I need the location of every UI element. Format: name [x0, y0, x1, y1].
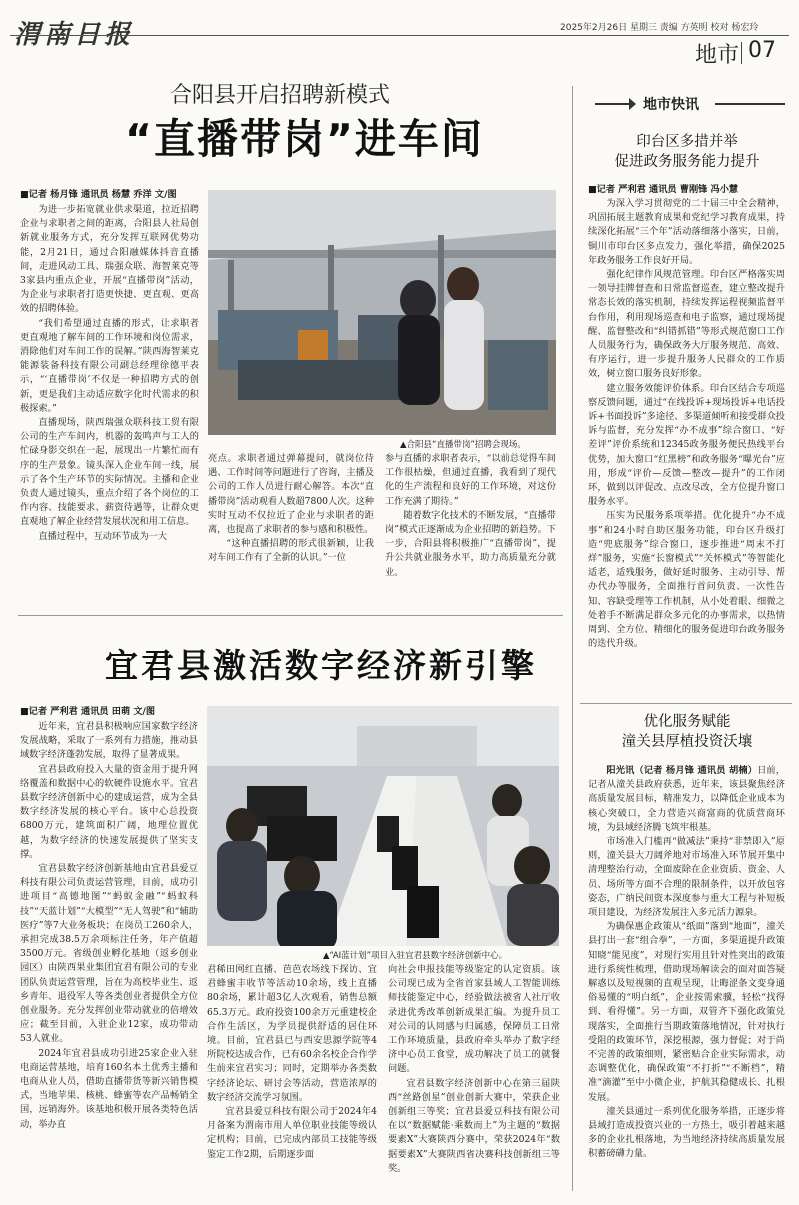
paragraph: 市场准入门槛再“做减法”秉持“非禁即入”原则，潼关县大刀阔斧地对市场准入环节展开集中清理整治行动，全面废除在企业资质、资金、人员、场所等方面不合理的限制条件，以开放包容姿态，广纳民间资本深度参与重大工程与补短板项目建设，为经济发展注入多元活力源泉。 — [588, 836, 785, 919]
paragraph: 2024年宜君县成功引进25家企业入驻电商运营基地，培育160名本土优秀主播和电商从业人员，借助直播带货等新兴销售模式，当地苹果、核桃、蜂蜜等农产品畅销全国，远销海外。该基地积极开展各类特色活动，举办直 — [20, 1047, 198, 1130]
sidebar-story2-title — [592, 712, 782, 752]
masthead-rule — [10, 35, 789, 36]
story2-lead: 日前，记者从潼关县政府获悉，近年来，该县聚焦经济高质量发展目标，精准发力，以降低企业成本为核心突破口，全力营造兴商富商的优质营商环境，为县域经济腾飞筑牢根基。 — [588, 765, 785, 833]
article1-col3 — [385, 452, 556, 602]
article2-col2 — [207, 963, 377, 1195]
article1-byline: ■记者 杨月锋 通讯员 杨慧 乔洋 文/图 — [20, 189, 177, 200]
paragraph: 为深入学习贯彻党的二十届三中全会精神，巩固拓展主题教育成果和党纪学习教育成果，持续深化拓展“三个年”活动落细落小落实，日前，铜川市印台区多点发力，强化举措，确保2025年政务服务工作良好开局。 — [588, 198, 785, 266]
paragraph: 建立服务效能评价体系。印台区结合专项巡察反馈问题，通过“在线投诉+现场投诉+电话投诉+书面投诉”多途径、多渠道倾听和接受群众投诉与监督，充分发挥“办不成事”综合窗口、“好差评”评价系统和12345政务服务便民热线平台优势，加大窗口“红黑榜”和政务服务“曝光台”应用，形成“评价—反馈—整改—提升”的工作闭环，做到以评促改、点改尽改，全方位提升窗口服务水平。 — [588, 382, 785, 508]
paragraph: 强化纪律作风规范管理。印台区严格落实周一领导挂牌督查和日常监督巡查，建立整改提升常态长效的落实机制，持续发挥运程视频监督平台作用，利用现场巡查和电子监察，通过现场提醒、监督整改和“纠错抓错”等形式规范窗口工作人员服务行为，确保政务大厅服务规范、高效、有序运行，进一步提升服务人民群众的工作质效，树立窗口服务良好形象。 — [588, 269, 785, 380]
sidebar-divider — [580, 703, 792, 704]
issue-meta: 2025年2月26日 星期三 责编 方英明 校对 杨宏玲 — [560, 23, 759, 33]
sidebar-story1-title — [592, 132, 782, 172]
article1-photo — [208, 190, 556, 435]
newspaper-logo: 渭南日报 — [14, 20, 135, 50]
paragraph: “我们希望通过直播的形式，让求职者更直观地了解车间的工作环境和岗位需求，消除他们对车间工作的误解。”陕西海智莱克能源装备科技有限公司副总经理徐德平表示，“‘直播带岗’不仅是一种招聘方式的创新，更是我们主动适应数字化时代需求的积极探索。” — [20, 317, 199, 414]
sidebar-story2-body — [588, 764, 785, 1194]
paragraph: 直播过程中，互动环节成为一大 — [38, 530, 168, 542]
paragraph: 宜君县数字经济创新基地由宜君县爱豆科技有限公司负责运营管理，目前，成功引进项目“高德地图”“蚂蚁金融”“蚂蚁科技”“天蓝计划”“大模型”“无人驾驶”和“辅助医疗”等7大业务板块；在岗员工260余人，承担完成38.5万余项标注任务，年产值超3500万元。省级创业孵化基地（返乡创业园区）由陕西果业集团宜君有限公司的专业团队负责运营管理，旨在为高校毕业生、返乡青年、退役军人等各类创业者提供全方位创业服务。充分发挥创业带动就业的倍增效应；截至目前，入驻企业12家，成功带动53人就业。 — [20, 863, 198, 1045]
article1-col1 — [20, 203, 199, 593]
office-scene-image — [207, 706, 559, 946]
paragraph: 潼关县通过一系列优化服务举措，正逐步将县域打造成投资兴业的一方热土，吸引着越来越多的企业扎根落地，为当地经济持续高质量发展积蓄磅礴力量。 — [588, 1105, 785, 1160]
paragraph: 君稀田网红直播、芭芭农场线下探访、宜君蜂蜜丰收节等活动10余场，线上直播80余场，累计超3亿人次观看，销售总额65.3万元。政府投资100余万元重建校企合作生活区，为学员提供舒适的居住环境。目前，宜君县已与西安思源学院等4所院校达成合作，已有60余名校企合作学生前来宜君实习；同时，定期举办各类数字经济论坛、研讨会等活动，营造浓厚的数字经济交流学习氛围。 — [207, 964, 377, 1103]
article1-headline: “直播带岗”进车间 — [125, 115, 484, 163]
paragraph: 亮点。求职者通过弹幕提问，就岗位待遇、工作时间等问题进行了咨询，主播及公司的工作人员进行耐心解答。本次“直播带岗”活动观看人数超7800人次。这种实时互动不仅拉近了企业与求职者的距离，也提高了求职者的参与感和积极性。 — [208, 453, 374, 536]
title-line: 优化服务赋能 — [643, 714, 731, 730]
article2-photo — [207, 706, 559, 946]
paragraph: 直播现场，陕西瑞强众联科技工贸有限公司的生产车间内，机器的轰鸣声与工人的忙碌身影交织在一起，展现出一片繁忙而有序的生产景象。镜头深入企业车间一线，展示了各个生产环节的实际情况。主播和企业负责人通过镜头，重点介绍了各个岗位的工作内容、技能要求、薪资待遇等，让群众更直观地了解企业经营发展状况和用工信息。 — [20, 417, 199, 528]
title-line: 印台区多措并举 — [636, 134, 738, 150]
paragraph: 宜君县爱豆科技有限公司于2024年4月备案为渭南市用人单位职业技能等级认定机构；目前，已完成内部员工技能等级鉴定工作2期，后期逐步面 — [207, 1106, 377, 1160]
paragraph: 近年来，宜君县积极响应国家数字经济发展战略，采取了一系列有力措施，推动县域数字经济蓬勃发展，取得了显著成果。 — [20, 721, 198, 761]
paragraph: 宜君县政府投入大量的资金用于提升网络覆盖和数据中心的软硬件设施水平。宜君县数字经济创新中心的建成运营，成为全县数字经济发展的核心平台。该中心总投资6800万元，建筑面积广阔，地理位置优越，为数字经济的快速发展提供了坚实支撑。 — [20, 763, 198, 860]
paragraph — [588, 764, 785, 835]
column-divider — [572, 86, 573, 1191]
story2-dateline: 阳光讯（记者 杨月锋 通讯员 胡楠） — [606, 765, 758, 776]
title-line: 潼关县厚植投资沃壤 — [621, 734, 753, 750]
article1-col2 — [208, 452, 374, 602]
paragraph: 随着数字化技术的不断发展，“直播带岗”模式正逐渐成为企业招聘的新趋势。下一步，合阳县将积极推广“直播带岗”，提升公共就业服务水平，助力高质量充分就业。 — [385, 509, 556, 578]
sidebar-story1-body — [588, 197, 785, 692]
section-divider — [741, 42, 742, 64]
article2-col1 — [20, 720, 198, 1200]
article1-photo-caption: ▲合阳县“直播带岗”招聘会现场。 — [400, 440, 526, 450]
column-label-text: 地市快讯 — [643, 97, 699, 113]
paragraph: 为进一步拓宽就业供求渠道，拉近招聘企业与求职者之间的距离，合阳县人社局创新就业服务方式，充分发挥互联网优势功能，2月21日，通过合阳融媒体抖音直播间，走进风动工具、瑞强众联、海智莱克等3家县内重点企业，开展“直播带岗”活动，为企业与求职者打造更快捷、更直观、更高效的招聘体验。 — [20, 204, 199, 315]
article2-col3 — [388, 963, 560, 1195]
paragraph: 压实为民服务系项举措。优化提升“办不成事”和24小时自助区服务功能，印台区升级打造“兜底服务”综合窗口，逐步推进“周末不打烊”服务，实施“长窗模式”“关怀模式”等智能化适老，适残服务，做好延时服务、主动引导、帮办代办等服务，全面推行首问负责、一次性告知、容缺受理等工作机制，从小处着眼、细微之处着手不断满足群众多元化的办事需求，以热情周到、全方位、精细化的服务促进印台政务服务的迭代升级。 — [588, 510, 785, 650]
article2-photo-caption: ▲“AI蓝计划”项目入驻宜君县数字经济创新中心。 — [323, 951, 508, 961]
page-number: 07 — [748, 38, 776, 63]
article1-subhead: 合阳县开启招聘新模式 — [170, 83, 391, 108]
paragraph: “这种直播招聘的形式很新颖，让我对车间工作有了全新的认识。”一位 — [208, 538, 374, 564]
factory-scene-image — [208, 190, 556, 435]
paragraph: 参与直播的求职者表示，“以前总觉得车间工作很枯燥，但通过直播，我看到了现代化的生产流程和良好的工作环境，对这份工作充满了期待。” — [385, 453, 556, 507]
paragraph: 宜君县数字经济创新中心在第三届陕西“丝路创星”创业创新大赛中，荣获企业创新组三等奖；宜君县爱豆科技有限公司在以“数据赋能·乘数而上”为主题的“数据要素X”大赛陕西分赛中，荣获2024年“数据要素X”大赛陕西省决赛科技创新组三等奖。 — [388, 1077, 560, 1174]
section-name: 地市 — [695, 43, 740, 68]
paragraph: 向社会申报技能等级鉴定的认定资质。该公司现已成为全省首家县域人工智能训练师技能鉴定中心，经验做法被省人社厅收录进优秀改革创新成果汇编。为提升员工对公司的认同感与归属感，保障员工日常工作环境质量，县政府牵头举办了数字经济中心员工食堂，成功解决了员工的就餐问题。 — [388, 964, 560, 1075]
title-line: 促进政务服务能力提升 — [614, 154, 760, 170]
article2-headline: 宜君县激活数字经济新引擎 — [105, 646, 537, 685]
paragraph: 为确保惠企政策从“纸面”落到“地面”，潼关县打出一套“组合拳”，一方面，多渠道提升政策知晓“能见度”，对现行实用且针对性突出的政策进行系统性梳理，借助现场解读会的面对面答疑解惑以及短视频的直观呈现，让晦涩条文变身通俗易懂的“明白纸”，企业按需索骥，轻松“找得到、看得懂”。另一方面，双管齐下强化政策兑现落实，全面推行当期政策落地情况，针对执行受阻的政策环节，深挖根源，强力督促；对于尚不完善的政策细则，紧密贴合企业实际需求，动态调整优化，确保政策“不打折”“不断档”，精准“滴灌”至中小微企业，护航其稳健成长、扎根发展。 — [588, 921, 785, 1103]
article2-byline: ■记者 严利君 通讯员 田萌 文/图 — [20, 706, 156, 717]
article-divider — [18, 615, 563, 616]
sidebar-story1-byline: ■记者 严利君 通讯员 曹刚锋 冯小慧 — [588, 184, 739, 195]
sidebar-column-label — [595, 94, 795, 114]
